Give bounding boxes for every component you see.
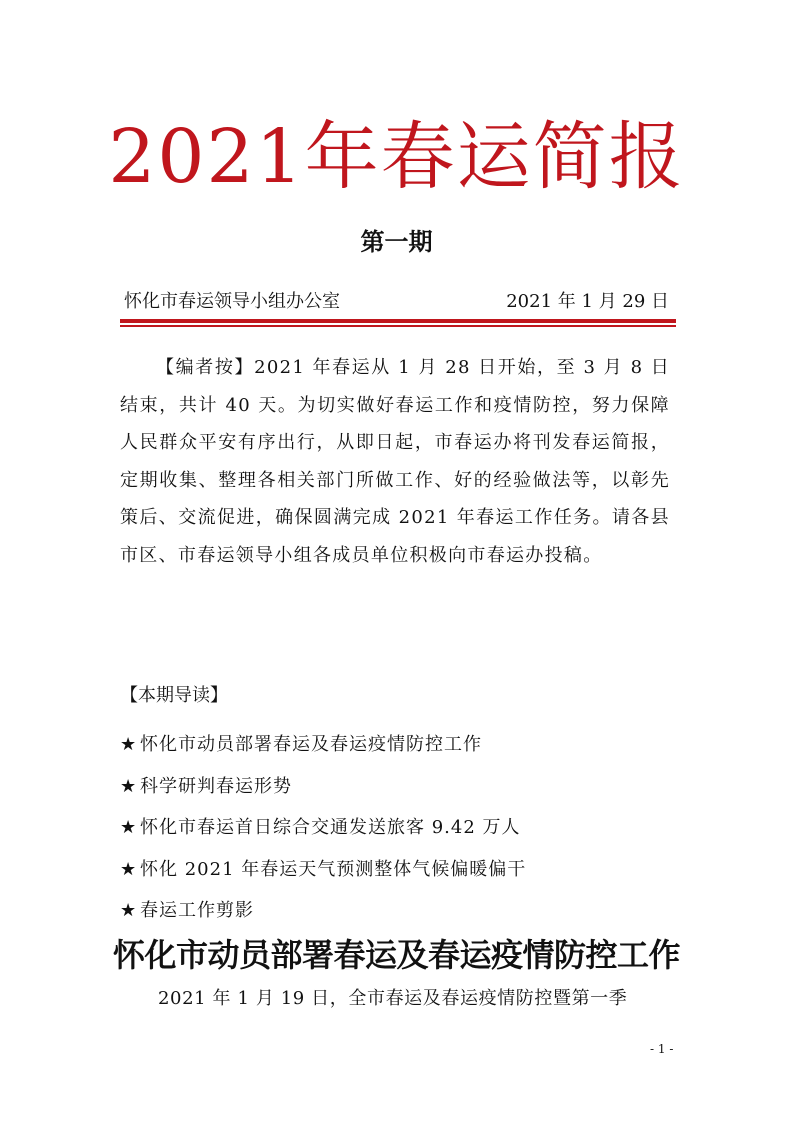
editor-note [120, 349, 670, 574]
toc-item: ★ 科学研判春运形势 [120, 766, 526, 808]
star-icon: ★ [120, 734, 138, 755]
toc-item: ★ 怀化 2021 年春运天气预测整体气候偏暖偏干 [120, 849, 526, 891]
star-icon: ★ [120, 775, 138, 797]
masthead-title: 2021年春运简报 [108, 114, 685, 200]
toc-item: ★ 怀化市春运首日综合交通发送旅客 9.42 万人 [120, 807, 526, 849]
toc-item: ★ 怀化市动员部署春运及春运疫情防控工作 [120, 724, 526, 766]
toc-list [120, 724, 526, 932]
toc-heading: 【本期导读】 [120, 685, 228, 706]
toc-item: ★ 春运工作剪影 [120, 890, 526, 932]
star-icon: ★ [120, 817, 138, 838]
article-title: 怀化市动员部署春运及春运疫情防控工作 [112, 936, 680, 974]
star-icon: ★ [120, 858, 138, 880]
issuer-row [124, 288, 669, 316]
header-rule-thick [120, 319, 676, 323]
issue-date: 2021 年 1 月 29 日 [506, 291, 669, 312]
editor-note-text: 2021 年春运从 1 月 28 日开始，至 3 月 8 日结束，共计 40 天。为切实做好春运工作和疫情防控，努力保障人民群众平安有序出行，从即日起，市春运办将刊发春运简报，定期收集、整理各相关部门所做工作、好的经验做法等，以彰先策后、交流促进，确保圆满完成 2021 年春运工作任务。请各县市区、市春运领导小组各成员单位积极向市春运办投稿。 [120, 357, 670, 566]
editor-note-tag: 【编者按】 [156, 357, 255, 378]
issuing-organization: 怀化市春运领导小组办公室 [124, 291, 340, 312]
article-lead: 2021 年 1 月 19 日，全市春运及春运疫情防控暨第一季 [158, 988, 628, 1009]
page-number: - 1 - [650, 1042, 674, 1056]
header-rule-thin [120, 325, 676, 327]
issue-number: 第一期 [360, 228, 433, 256]
star-icon: ★ [120, 900, 138, 921]
